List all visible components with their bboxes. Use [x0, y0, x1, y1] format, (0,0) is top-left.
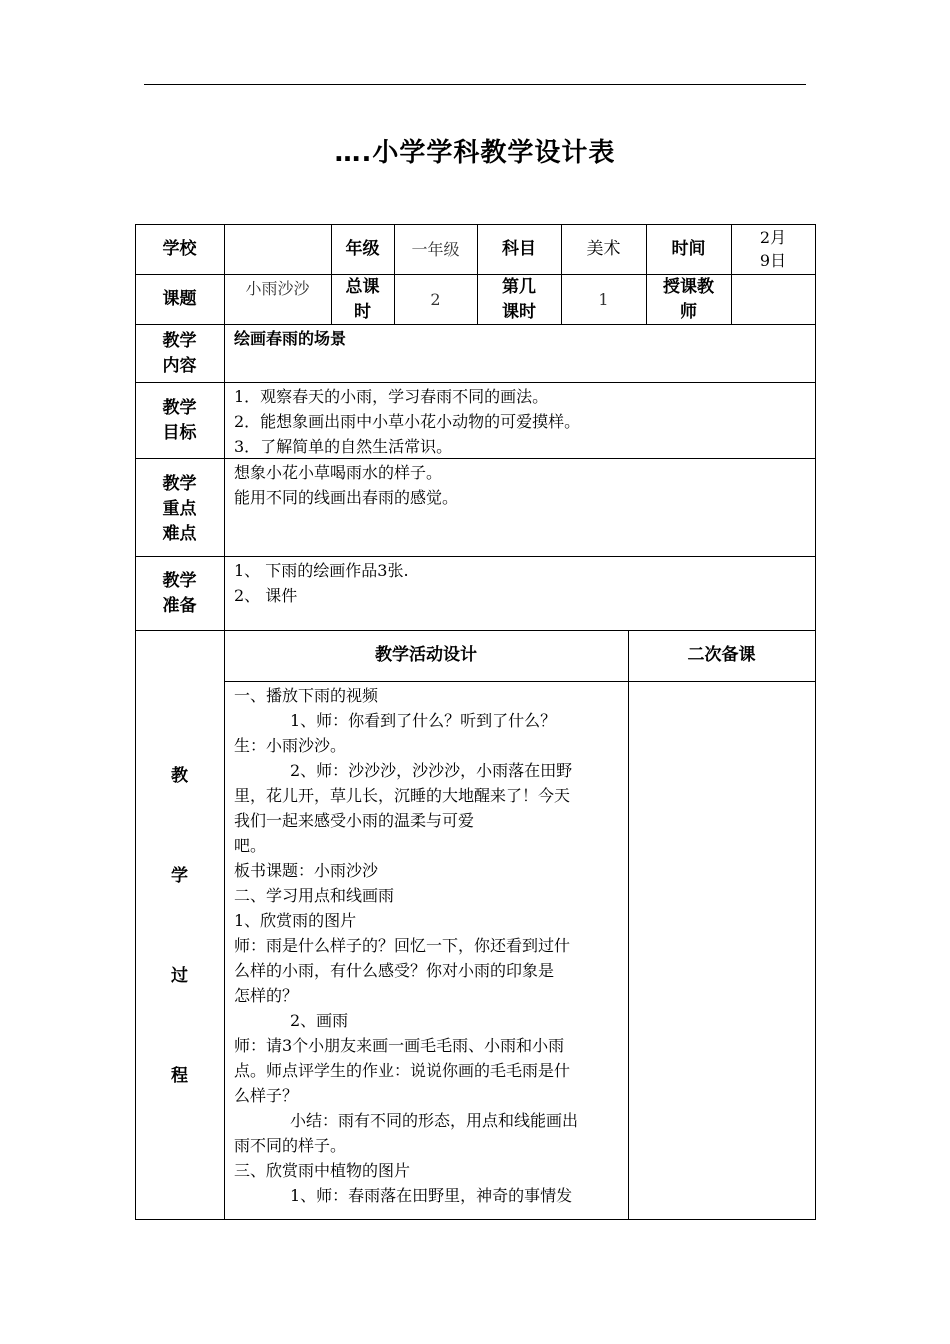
- key-points-label: [135, 472, 224, 552]
- content-label-line1: 教学: [162, 331, 197, 351]
- teacher-label-line2: 师: [680, 302, 697, 322]
- goal-item-2: 2．能想象画出雨中小草小花小动物的可爱摸样。: [234, 412, 581, 431]
- goals-label: [135, 396, 224, 456]
- activity-line: 怎样的？: [234, 986, 299, 1005]
- preparation-list: [234, 558, 804, 628]
- activity-line: 点。师点评学生的作业：说说你画的毛毛雨是什: [234, 1061, 571, 1080]
- activity-line: 1、师：春雨落在田野里，神奇的事情发: [290, 1186, 573, 1205]
- activity-line: 吧。: [234, 836, 267, 855]
- time-value: [731, 226, 815, 274]
- activity-line: 么样子？: [234, 1086, 299, 1105]
- activity-line: 里，花儿开，草儿长，沉睡的大地醒来了！今天: [234, 786, 571, 805]
- topic-label: 课题: [162, 288, 197, 309]
- content-value: 绘画春雨的场景: [234, 329, 347, 348]
- activity-line: 1、师：你看到了什么？听到了什么？: [290, 711, 557, 730]
- activity-line: 么样的小雨，有什么感受？你对小雨的印象是: [234, 961, 555, 980]
- activity-design-header: 教学活动设计: [375, 645, 477, 665]
- key-point-item-2: 能用不同的线画出春雨的感觉。: [234, 488, 459, 507]
- teacher-value: [731, 274, 815, 324]
- goals-list: [234, 384, 804, 458]
- activity-line: 我们一起来感受小雨的温柔与可爱: [234, 811, 475, 830]
- header-rule: [144, 84, 806, 85]
- process-label-char-3: 过: [171, 966, 188, 986]
- total-hours-value: 2: [430, 289, 441, 309]
- activity-line: 雨不同的样子。: [234, 1136, 347, 1155]
- activity-line: 1、欣赏雨的图片: [234, 911, 357, 930]
- content-label: [135, 329, 224, 382]
- lesson-number-label-line2: 课时: [502, 302, 536, 322]
- goals-label-line1: 教学: [162, 398, 197, 418]
- key-points-label-line3: 难点: [162, 524, 197, 544]
- key-point-item-1: 想象小花小草喝雨水的样子。: [234, 463, 443, 482]
- subject-value: 美术: [586, 238, 621, 259]
- activity-line: 板书课题：小雨沙沙: [234, 861, 379, 880]
- school-label: 学校: [162, 238, 197, 259]
- activity-line: 生：小雨沙沙。: [234, 736, 347, 755]
- activity-line: 2、画雨: [290, 1011, 349, 1030]
- school-value: [224, 224, 331, 274]
- total-hours-label-line2: 时: [354, 302, 371, 322]
- time-value-month: 2月: [759, 228, 787, 247]
- subject-label: 科目: [502, 238, 536, 259]
- key-points-list: [234, 460, 804, 554]
- activity-line: 一、播放下雨的视频: [234, 686, 379, 705]
- topic-value: 小雨沙沙: [245, 279, 310, 298]
- lesson-number-label: [477, 275, 561, 324]
- teacher-label-line1: 授课教: [663, 277, 714, 297]
- process-label-char-2: 学: [171, 866, 188, 886]
- preparation-label-line1: 教学: [162, 571, 197, 591]
- second-preparation-header: 二次备课: [687, 645, 756, 665]
- preparation-label: [135, 569, 224, 624]
- key-points-label-line1: 教学: [162, 474, 197, 494]
- process-label-char-1: 教: [171, 766, 188, 786]
- teacher-label: [646, 275, 731, 324]
- preparation-item-2: 2、 课件: [234, 586, 298, 605]
- preparation-label-line2: 准备: [162, 596, 197, 616]
- activity-design-text: [234, 683, 626, 1217]
- content-label-line2: 内容: [162, 356, 197, 376]
- lesson-number-value: 1: [598, 289, 609, 309]
- activity-line: 师：请3个小朋友来画一画毛毛雨、小雨和小雨: [234, 1036, 565, 1055]
- total-hours-label: [331, 275, 394, 324]
- grade-value: 一年级: [411, 239, 460, 259]
- activity-line: 三、欣赏雨中植物的图片: [234, 1161, 411, 1180]
- goal-item-1: 1．观察春天的小雨，学习春雨不同的画法。: [234, 387, 549, 406]
- activity-line: 小结：雨有不同的形态，用点和线能画出: [290, 1111, 579, 1130]
- lesson-number-label-line1: 第几: [502, 277, 536, 297]
- page-title: ….小学学科教学设计表: [334, 138, 616, 168]
- time-label: 时间: [671, 238, 706, 259]
- goal-item-3: 3．了解简单的自然生活常识。: [234, 437, 453, 456]
- preparation-item-1: 1、 下雨的绘画作品3张.: [234, 561, 409, 580]
- grade-label: 年级: [345, 238, 380, 259]
- activity-line: 2、师：沙沙沙，沙沙沙，小雨落在田野: [290, 761, 573, 780]
- total-hours-label-line1: 总课: [345, 277, 380, 297]
- goals-label-line2: 目标: [162, 423, 197, 443]
- activity-line: 师：雨是什么样子的？回忆一下，你还看到过什: [234, 936, 571, 955]
- activity-line: 二、学习用点和线画雨: [234, 886, 395, 905]
- process-label-char-4: 程: [171, 1066, 188, 1086]
- key-points-label-line2: 重点: [162, 499, 197, 519]
- time-value-day: 9日: [759, 251, 787, 270]
